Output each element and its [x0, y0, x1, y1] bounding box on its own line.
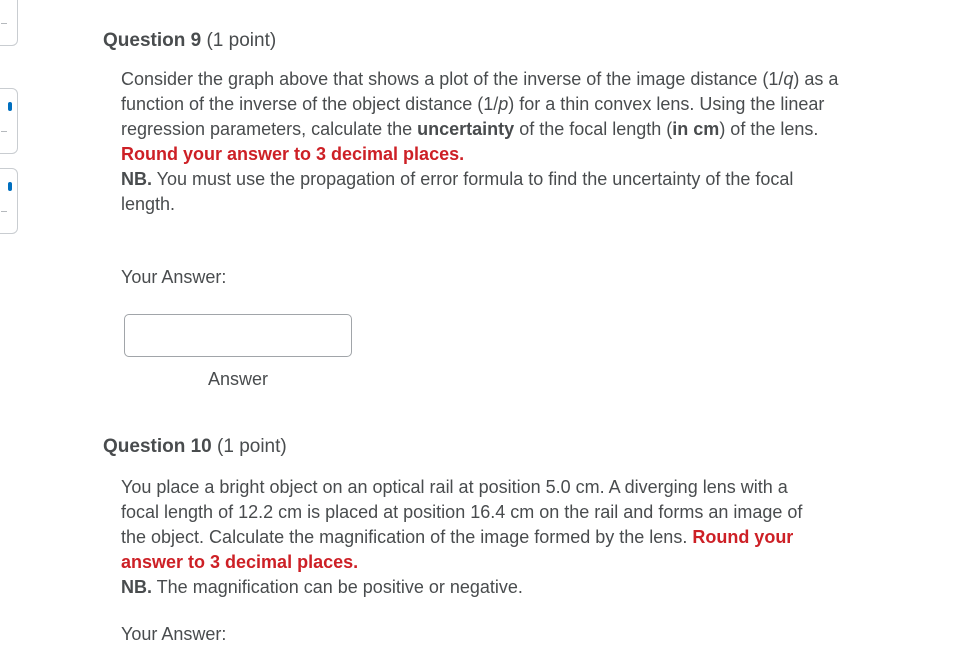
variable-q: q: [783, 69, 794, 89]
answer-input[interactable]: [124, 314, 352, 357]
question-text-segment: ) as a function of the inverse of the object distance (1/: [121, 69, 839, 114]
tab-dash-icon: [1, 23, 7, 24]
tab-dash-icon: [1, 131, 7, 132]
question-text-segment: ) of the lens.: [719, 119, 819, 139]
answer-caption: Answer: [207, 369, 269, 389]
question-10-header: [103, 436, 287, 458]
question-number: Question 10: [103, 436, 212, 457]
question-text-segment: ) for a thin convex lens. Using the linear regression parameters, calculate the: [121, 94, 825, 139]
rounding-instruction: Round your answer to 3 decimal places.: [121, 144, 465, 164]
your-answer-label: Your Answer:: [121, 624, 227, 644]
question-number: Question 9: [103, 30, 202, 51]
tab-dash-icon: [1, 211, 7, 212]
status-indicator-icon: [8, 182, 12, 191]
question-points: (1 point): [217, 436, 287, 457]
nb-label: NB.: [121, 577, 152, 597]
question-9-header: [103, 30, 276, 52]
question-tab-prev[interactable]: [0, 0, 18, 46]
question-tab-middle[interactable]: [0, 88, 18, 154]
emphasis-uncertainty: uncertainty: [417, 119, 515, 139]
status-indicator-icon: [8, 102, 12, 111]
question-tab-next[interactable]: [0, 168, 18, 234]
your-answer-label: Your Answer:: [121, 267, 227, 287]
question-9-text: [121, 67, 841, 217]
nb-text: The magnification can be positive or negative.: [152, 577, 523, 597]
question-text-segment: You place a bright object on an optical rail at position 5.0 cm. A diverging lens with a focal length of 12.2 cm is placed at position 16.4 cm on the rail and forms an image of the object. Calculate the magnification of the image formed by the lens.: [121, 477, 803, 547]
nb-text: You must use the propagation of error formula to find the uncertainty of the focal length.: [121, 169, 794, 214]
question-10-text: [121, 475, 821, 600]
question-text-segment: Consider the graph above that shows a plot of the inverse of the image distance (1/: [121, 69, 784, 89]
emphasis-units: in cm: [672, 119, 720, 139]
variable-p: p: [498, 94, 509, 114]
question-points: (1 point): [206, 30, 277, 51]
question-text-segment: of the focal length (: [514, 119, 673, 139]
rounding-instruction: Round your answer to 3 decimal places.: [121, 527, 794, 572]
nb-label: NB.: [121, 169, 152, 189]
